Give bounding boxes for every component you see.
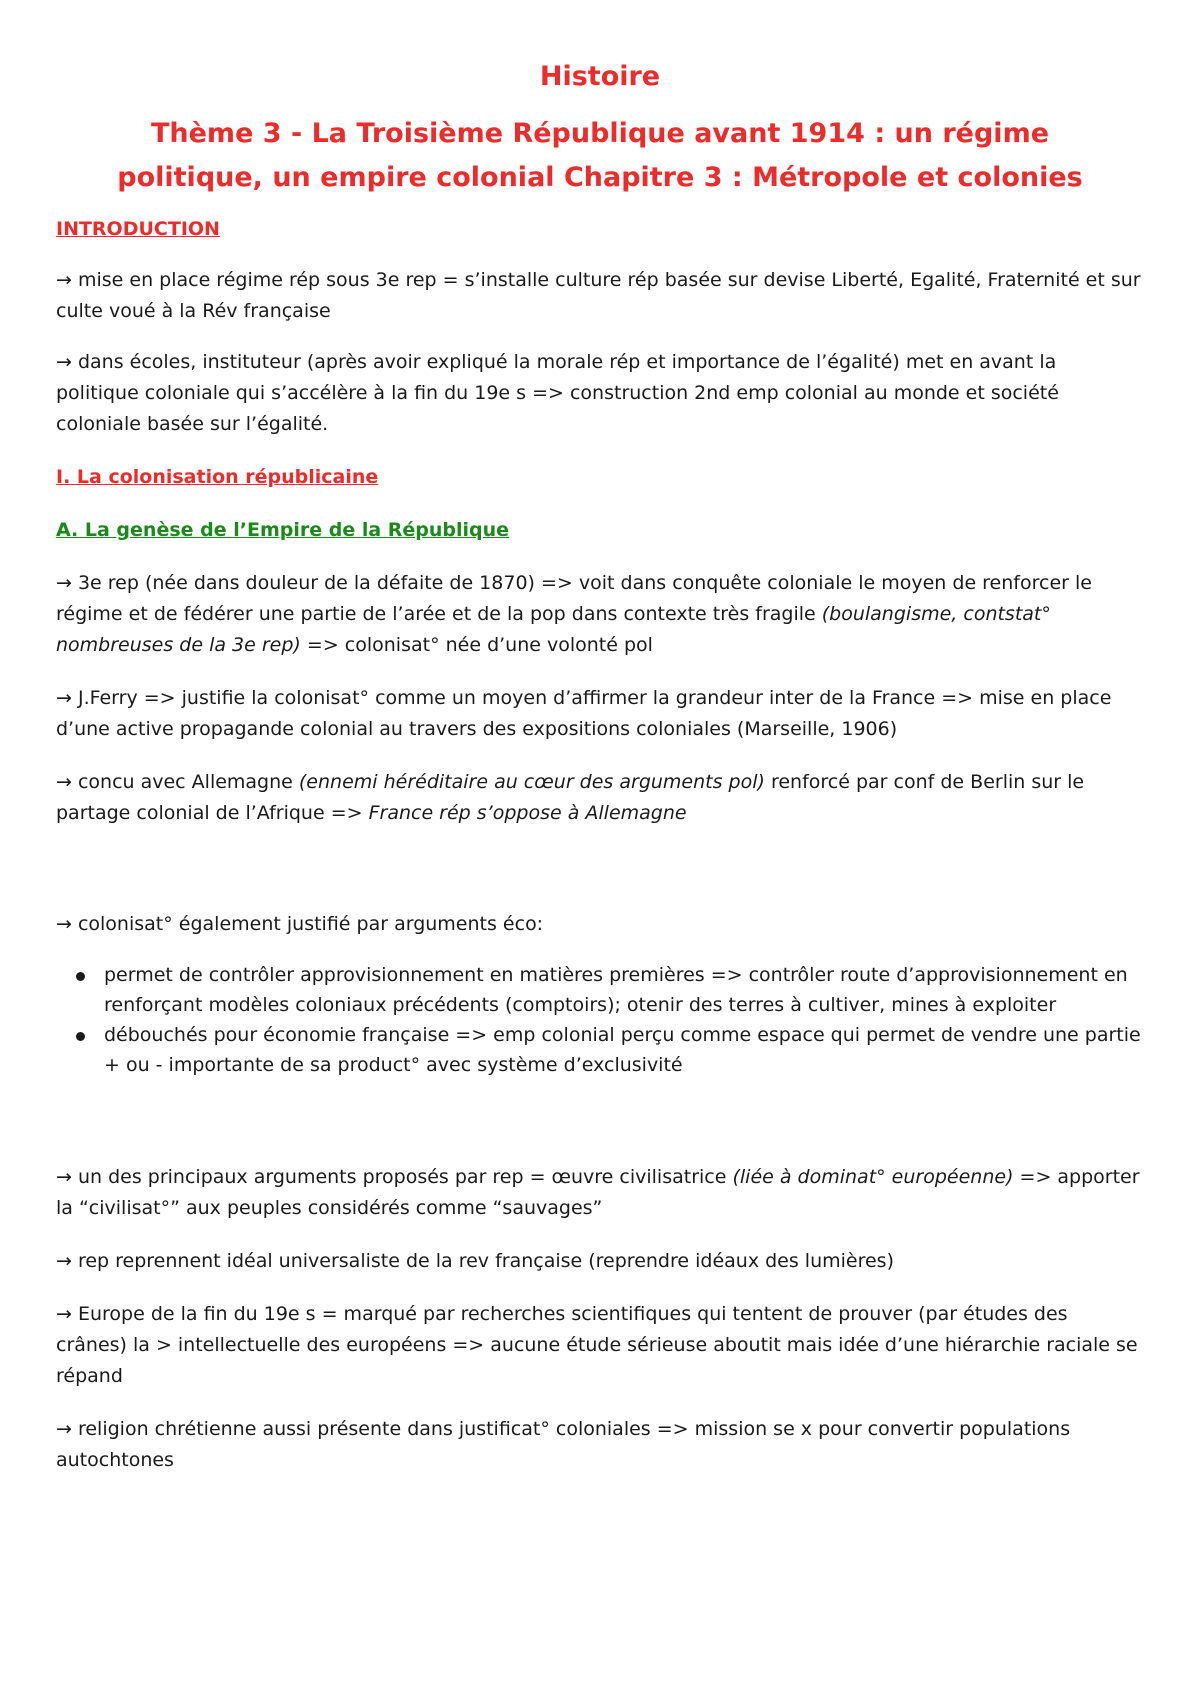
bullet-icon [76, 972, 85, 981]
list-item [56, 1020, 1144, 1080]
eco-intro: → colonisat° également justifié par arguments éco: [56, 913, 544, 935]
list-item-text: débouchés pour économie française => emp colonial perçu comme espace qui permet de vendre une partie + ou - importante de sa product° avec système d’exclusivité [104, 1024, 1141, 1076]
list-item-text: permet de contrôler approvisionnement en matières premières => contrôler route d’approvisionnement en renforçant modèles coloniaux précédents (comptoirs); otenir des terres à cultiver, mines à exploiter [104, 964, 1128, 1016]
page-title: Histoire [539, 61, 661, 92]
text-span: renforcé par conf de Berlin sur le partage colonial de l’Afrique => [56, 771, 1085, 824]
eco-bullet-list [56, 960, 1144, 1080]
italic-span: (ennemi héréditaire au cœur des arguments pol) [298, 771, 765, 793]
section-a-paragraph-1 [56, 568, 1144, 661]
text-span: → 3e rep (née dans douleur de la défaite de 1870) => voit dans conquête coloniale le moyen de renforcer le régime et de fédérer une partie de l’arée et de la pop dans contexte très fragile [56, 572, 1092, 625]
section-b-paragraph-1 [56, 1162, 1144, 1224]
section-a-paragraph-2: → J.Ferry => justifie la colonisat° comme un moyen d’affirmer la grandeur inter de la France => mise en place d’une active propagande colonial au travers des expositions coloniales (Marseille, 1906) [56, 687, 1112, 740]
subtitle-line-1: Thème 3 - La Troisième République avant 1914 : un régime [150, 118, 1050, 149]
text-span: → concu avec Allemagne [56, 771, 299, 793]
italic-span: (boulangisme, contstat° nombreuses de la 3e rep) [56, 603, 1051, 656]
subtitle-line-2: politique, un empire colonial Chapitre 3 : Métropole et colonies [117, 162, 1083, 193]
section-b-paragraph-2: → rep reprennent idéal universaliste de la rev française (reprendre idéaux des lumières) [56, 1250, 894, 1272]
section-b-paragraph-3: → Europe de la fin du 19e s = marqué par recherches scientifiques qui tentent de prouver (par études des crânes) la > intellectuelle des européens => aucune étude sérieuse aboutit mais idée d’une hiérarchie raciale se répand [56, 1303, 1138, 1387]
intro-paragraph-2: → dans écoles, instituteur (après avoir expliqué la morale rép et importance de l’égalité) met en avant la politique coloniale qui s’accélère à la fin du 19e s => construction 2nd emp colonial au monde et société coloniale basée sur l’égalité. [56, 351, 1059, 435]
list-item [56, 960, 1144, 1020]
section-b-paragraph-4: → religion chrétienne aussi présente dans justificat° coloniales => mission se x pour convertir populations autochtones [56, 1418, 1071, 1471]
text-span: => apporter la “civilisat°” aux peuples considérés comme “sauvages” [56, 1166, 1140, 1219]
bullet-icon [76, 1032, 85, 1041]
italic-span: France rép s’oppose à Allemagne [368, 802, 687, 824]
section-1-heading: I. La colonisation républicaine [56, 466, 379, 488]
text-span: => colonisat° née d’une volonté pol [300, 634, 653, 656]
intro-heading: INTRODUCTION [56, 218, 220, 240]
page-subtitle [56, 112, 1144, 200]
italic-span: (liée à dominat° européenne) [732, 1166, 1014, 1188]
text-span: → un des principaux arguments proposés par rep = œuvre civilisatrice [56, 1166, 733, 1188]
intro-paragraph-1: → mise en place régime rép sous 3e rep = s’installe culture rép basée sur devise Liberté, Egalité, Fraternité et sur culte voué à la Rév française [56, 269, 1141, 322]
section-a-paragraph-3 [56, 767, 1144, 829]
section-a-heading: A. La genèse de l’Empire de la République [56, 519, 510, 541]
